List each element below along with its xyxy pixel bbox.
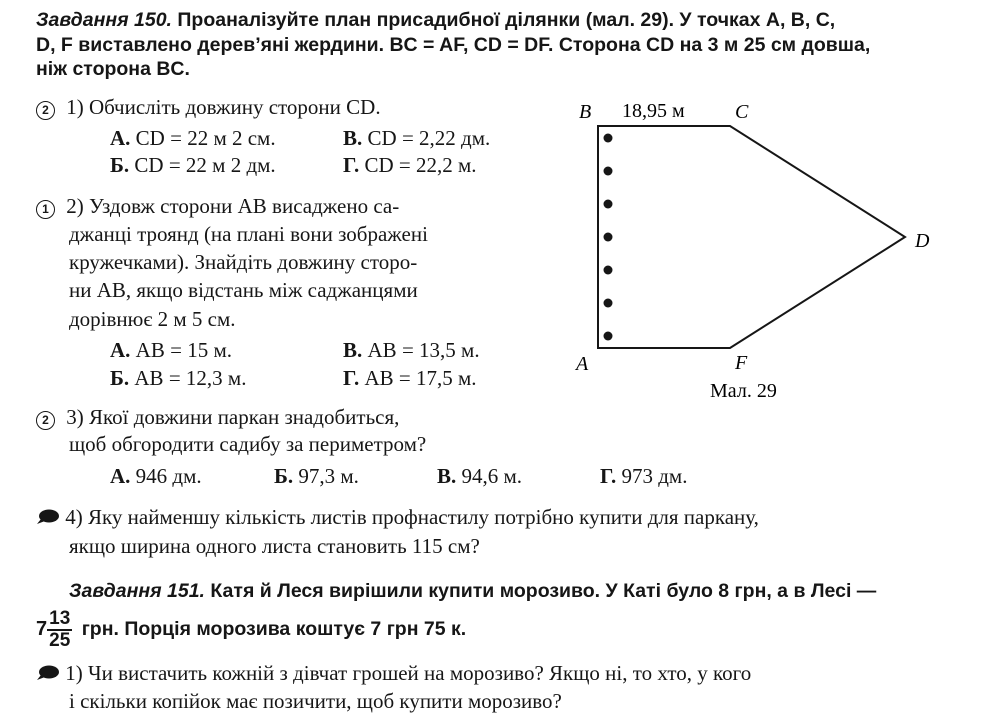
option-text: 946 дм. [135, 464, 202, 488]
question-2 [36, 192, 399, 220]
task-151-line2 [36, 606, 466, 652]
q3-option-g [600, 464, 687, 489]
rose-marker [604, 200, 613, 209]
q1-option-g [343, 153, 477, 178]
question-2-line: кружечками). Знайдіть довжину сторо- [69, 250, 418, 274]
option-text: 973 дм. [621, 464, 688, 488]
q3-option-v [437, 464, 522, 489]
option-label: Г. [343, 153, 360, 177]
q3-option-b [274, 464, 359, 489]
vertex-label-f: F [735, 352, 748, 374]
rose-marker [604, 134, 613, 143]
rose-marker [604, 266, 613, 275]
rose-marker [604, 233, 613, 242]
option-label: А. [110, 464, 131, 488]
option-label: А. [110, 126, 131, 150]
fraction-denominator: 25 [49, 629, 71, 651]
option-text: AB = 13,5 м. [367, 338, 480, 362]
option-text: 97,3 м. [298, 464, 359, 488]
option-label: Г. [600, 464, 617, 488]
option-label: Б. [110, 366, 130, 390]
rose-marker [604, 167, 613, 176]
level-2-badge: 2 [36, 411, 55, 430]
option-label: В. [343, 126, 363, 150]
rose-marker [604, 299, 613, 308]
option-label: Б. [110, 153, 130, 177]
question-2-line: ни AB, якщо відстань між саджанцями [69, 278, 418, 302]
q1-option-v [343, 126, 490, 151]
option-label: А. [110, 338, 131, 362]
question-2-line: джанці троянд (на плані вони зображені [69, 222, 428, 246]
task-150-intro-line3: ніж сторона BC. [36, 58, 190, 80]
option-label: В. [437, 464, 457, 488]
option-text: AB = 15 м. [135, 338, 232, 362]
question-4-line: 4) Яку найменшу кількість листів профнастилу потрібно купити для паркану, [65, 505, 759, 529]
vertex-label-d: D [915, 230, 930, 252]
option-text: CD = 22 м 2 см. [135, 126, 276, 150]
q2-option-g [343, 366, 477, 391]
q2-option-v [343, 338, 480, 363]
question-151-1-line: і скільки копійок має позичити, щоб купити морозиво? [69, 689, 562, 713]
option-text: AB = 17,5 м. [364, 366, 477, 390]
option-label: Г. [343, 366, 360, 390]
question-2-line: 2) Уздовж сторони AB висаджено са- [66, 194, 400, 218]
option-text: 94,6 м. [461, 464, 523, 488]
question-2-line: дорівнює 2 м 5 см. [69, 307, 236, 331]
task-151-title: Завдання 151. [69, 580, 205, 602]
question-151-1-line: 1) Чи вистачить кожній з дівчат грошей на морозиво? Якщо ні, то хто, у кого [65, 661, 752, 685]
question-1 [36, 93, 381, 121]
option-label: В. [343, 338, 363, 362]
task-150-title: Завдання 150. [36, 9, 172, 31]
option-label: Б. [274, 464, 294, 488]
task-150-intro-line1: Проаналізуйте план присадибної ділянки (мал. 29). У точках A, B, C, [177, 9, 836, 31]
question-4 [36, 503, 759, 531]
vertex-label-b: B [579, 101, 592, 123]
mixed-number-whole: 7 [36, 618, 48, 640]
speech-bubble-icon [36, 509, 60, 525]
task-151-intro-line1: Катя й Леся вирішили купити морозиво. У Каті було 8 грн, а в Лесі — [210, 580, 877, 602]
option-text: AB = 12,3 м. [134, 366, 247, 390]
plot-outline [598, 126, 905, 348]
option-text: CD = 22 м 2 дм. [134, 153, 276, 177]
side-bc-length: 18,95 м [622, 100, 685, 122]
question-4-line: якщо ширина одного листа становить 115 см? [69, 534, 480, 558]
vertex-label-c: C [735, 101, 749, 123]
option-text: CD = 22,2 м. [364, 153, 477, 177]
option-text: CD = 2,22 дм. [367, 126, 491, 150]
question-151-1 [36, 659, 751, 687]
task-150-intro-line2: D, F виставлено дерев’яні жердини. BC = AF, CD = DF. Сторона CD на 3 м 25 см довша, [36, 34, 871, 56]
q1-option-b [110, 153, 276, 178]
q2-option-a [110, 338, 232, 363]
rose-markers [604, 134, 613, 341]
q3-option-a [110, 464, 202, 489]
question-3 [36, 403, 399, 431]
task-151-header [69, 579, 876, 604]
task-150-header [36, 8, 835, 33]
q1-option-a [110, 126, 276, 151]
figure-caption: Мал. 29 [710, 380, 777, 402]
q2-option-b [110, 366, 246, 391]
vertex-label-a: A [576, 353, 589, 375]
question-3-line: щоб обгородити садибу за периметром? [69, 432, 427, 456]
speech-bubble-icon [36, 665, 60, 681]
fraction-numerator: 13 [49, 607, 71, 629]
plot-plan-figure [560, 88, 960, 408]
question-3-line: 3) Якої довжини паркан знадобиться, [66, 405, 400, 429]
level-2-badge: 2 [36, 101, 55, 120]
rose-marker [604, 332, 613, 341]
task-151-intro-line2: грн. Порція морозива коштує 7 грн 75 к. [81, 618, 467, 640]
mixed-number-fraction [47, 609, 72, 651]
question-1-text: 1) Обчисліть довжину сторони CD. [66, 95, 381, 119]
level-1-badge: 1 [36, 200, 55, 219]
